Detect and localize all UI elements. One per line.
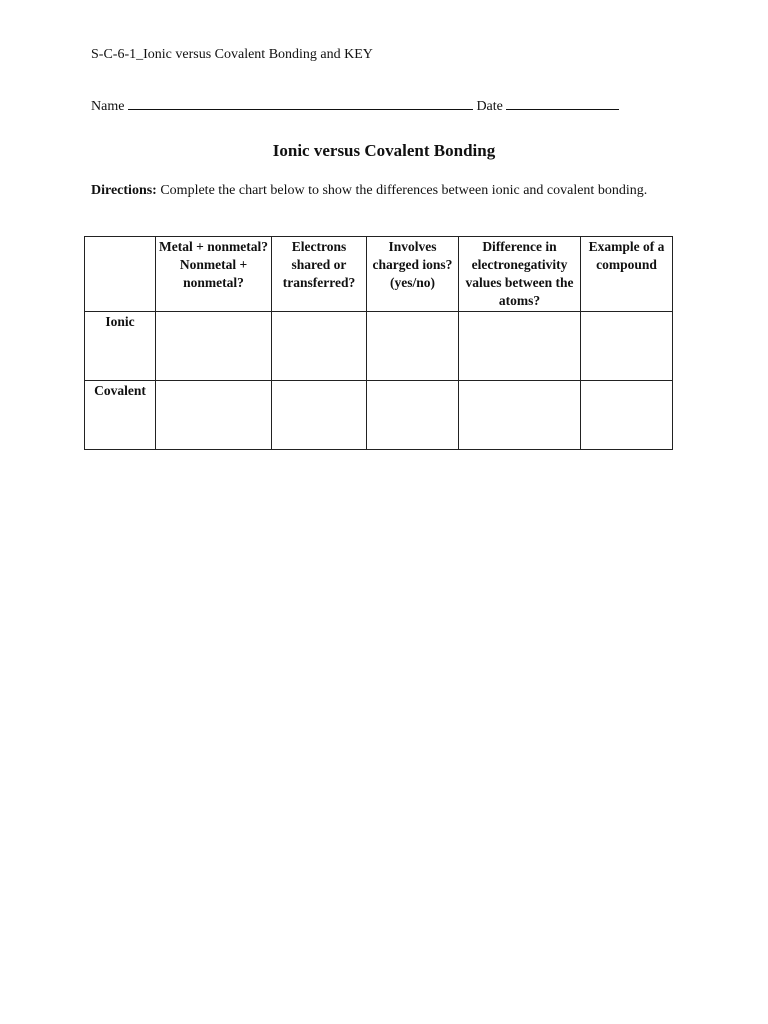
- worksheet-title: Ionic versus Covalent Bonding: [272, 141, 496, 160]
- directions-text: Complete the chart below to show the differences between ionic and covalent bonding.: [156, 183, 648, 198]
- header-cell-charged-ions: Involves charged ions? (yes/no): [367, 237, 459, 312]
- header-cell-electrons: Electrons shared or transferred?: [272, 237, 367, 312]
- bonding-chart: [84, 236, 673, 450]
- answer-cell[interactable]: [459, 312, 581, 381]
- name-label: Name: [91, 99, 125, 114]
- directions-label: Directions:: [91, 183, 157, 198]
- row-label-covalent: Covalent: [85, 381, 156, 450]
- directions: [91, 182, 651, 200]
- answer-cell[interactable]: [367, 312, 459, 381]
- row-label-ionic: Ionic: [85, 312, 156, 381]
- answer-cell[interactable]: [367, 381, 459, 450]
- answer-cell[interactable]: [272, 381, 367, 450]
- answer-cell[interactable]: [459, 381, 581, 450]
- answer-cell[interactable]: [581, 381, 673, 450]
- answer-cell[interactable]: [272, 312, 367, 381]
- date-label: Date: [476, 99, 503, 114]
- table-header-row: [85, 237, 673, 312]
- date-blank[interactable]: [506, 97, 619, 110]
- name-date-row: [91, 97, 619, 115]
- header-cell-corner: [85, 237, 156, 312]
- table-row-ionic: [85, 312, 673, 381]
- header-cell-example: Example of a compound: [581, 237, 673, 312]
- document-header: S-C-6-1_Ionic versus Covalent Bonding and KEY: [91, 47, 373, 62]
- answer-cell[interactable]: [156, 381, 272, 450]
- answer-cell[interactable]: [581, 312, 673, 381]
- header-cell-metal-nonmetal: Metal + nonmetal? Nonmetal + nonmetal?: [156, 237, 272, 312]
- answer-cell[interactable]: [156, 312, 272, 381]
- table-row-covalent: [85, 381, 673, 450]
- header-cell-electronegativity: Difference in electronegativity values between the atoms?: [459, 237, 581, 312]
- name-blank[interactable]: [128, 97, 473, 110]
